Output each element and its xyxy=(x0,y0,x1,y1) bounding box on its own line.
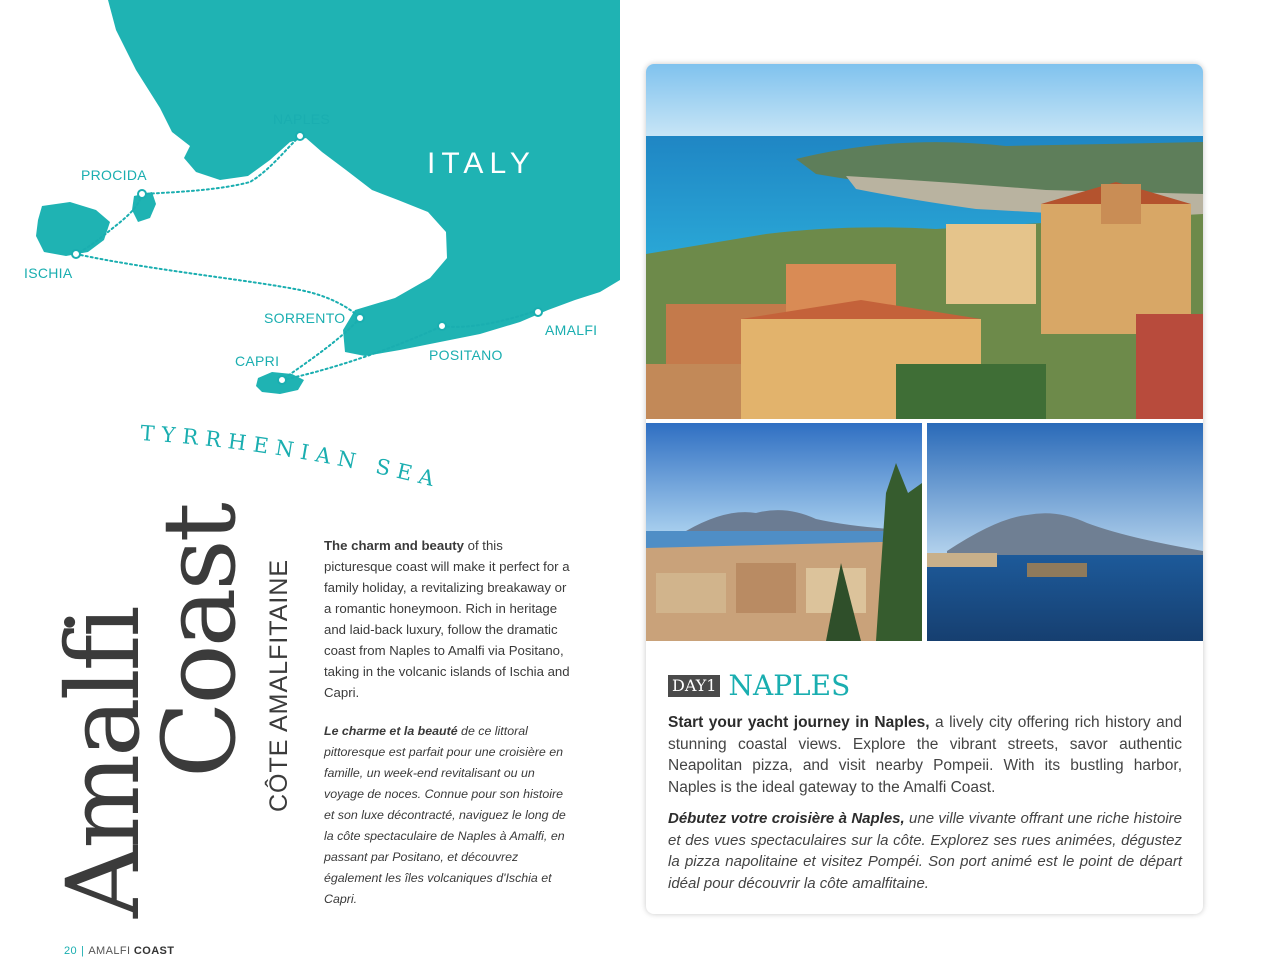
title-coast: Coast xyxy=(141,505,258,778)
map-label-ischia: ISCHIA xyxy=(24,265,73,281)
mainland-italy xyxy=(108,0,620,356)
map-label-sorrento: SORRENTO xyxy=(264,310,346,326)
title-amalfi: Amalfi xyxy=(45,608,162,918)
intro-french xyxy=(324,721,574,910)
map-label-capri: CAPRI xyxy=(235,353,280,369)
intro-english-lead: The charm and beauty xyxy=(324,538,464,553)
marker-positano xyxy=(438,322,446,330)
intro-english-body: of this picturesque coast will make it perfect for a family holiday, a revitalizing breakaway or a romantic honeymoon. Rich in heritage and laid-back luxury, follow the dramatic coast from Naples to Amalfi via Positano, taking in the volcanic islands of Ischia and Capri. xyxy=(324,538,570,700)
map-label-positano: POSITANO xyxy=(429,347,503,363)
page-footer xyxy=(64,945,174,957)
day-english-body: a lively city offering rich history and stunning coastal views. Explore the vibrant streets, savor authentic Neapolitan pizza, and visit nearby Pompeii. With its bustling harbor, Naples is the ideal gateway to the Amalfi Coast. xyxy=(668,714,1183,796)
map-sea-label xyxy=(140,421,444,493)
ischia-island xyxy=(36,202,110,256)
marker-sorrento xyxy=(356,314,364,322)
map-sea-label-text: TYRRHENIAN SEA xyxy=(139,421,444,493)
footer-section-light: AMALFI xyxy=(88,945,134,957)
marker-procida xyxy=(138,190,146,198)
title-subtitle: CÔTE AMALFITAINE xyxy=(265,558,293,812)
day-english-lead: Start your yacht journey in Naples, xyxy=(668,714,930,731)
map-label-procida: PROCIDA xyxy=(81,167,147,183)
naples-panorama-photo xyxy=(646,64,1203,419)
map-label-naples: NAPLES xyxy=(273,111,331,127)
itinerary-card xyxy=(646,64,1203,914)
day-badge: DAY1 xyxy=(668,675,720,697)
castel-dell-ovo-vesuvius-photo xyxy=(927,423,1203,641)
intro-french-body: de ce littoral pittoresque est parfait pour une croisière en famille, un week-end revitalisant ou un voyage de noces. Connue pour son histoire et son luxe décontracté, naviguez le long de la côte spectaculaire de Naples à Amalfi, en passant par Positano, et découvrez également les îles volcaniques d'Ischia et Capri. xyxy=(324,724,566,906)
map-country-label: ITALY xyxy=(427,147,536,180)
day-french-body: une ville vivante offrant une riche histoire et des vues spectaculaires sur la côte. Explorez ses rues animées, dégustez la pizza napolitaine et visitez Pompéi. Son port animé est le point de départ idéal pour découvrir la côte amalfitaine. xyxy=(668,810,1182,892)
map-label-amalfi: AMALFI xyxy=(545,322,598,338)
naples-vesuvius-photo xyxy=(646,423,922,641)
marker-capri xyxy=(278,376,286,384)
day-description-french xyxy=(668,808,1182,894)
intro-english xyxy=(324,535,574,703)
footer-separator: | xyxy=(81,945,85,957)
marker-naples xyxy=(296,132,304,140)
day-city-title: NAPLES xyxy=(728,669,851,702)
footer-section xyxy=(88,945,174,957)
page-number: 20 xyxy=(64,945,78,957)
marker-amalfi xyxy=(534,308,542,316)
day-french-lead: Débutez votre croisière à Naples, xyxy=(668,810,905,827)
footer-section-bold: COAST xyxy=(133,945,175,957)
marker-ischia xyxy=(72,250,80,258)
amalfi-coast-map xyxy=(0,0,625,520)
day-description-english xyxy=(668,712,1182,798)
day-heading xyxy=(668,670,850,702)
intro-french-lead: Le charme et la beauté xyxy=(324,724,458,738)
